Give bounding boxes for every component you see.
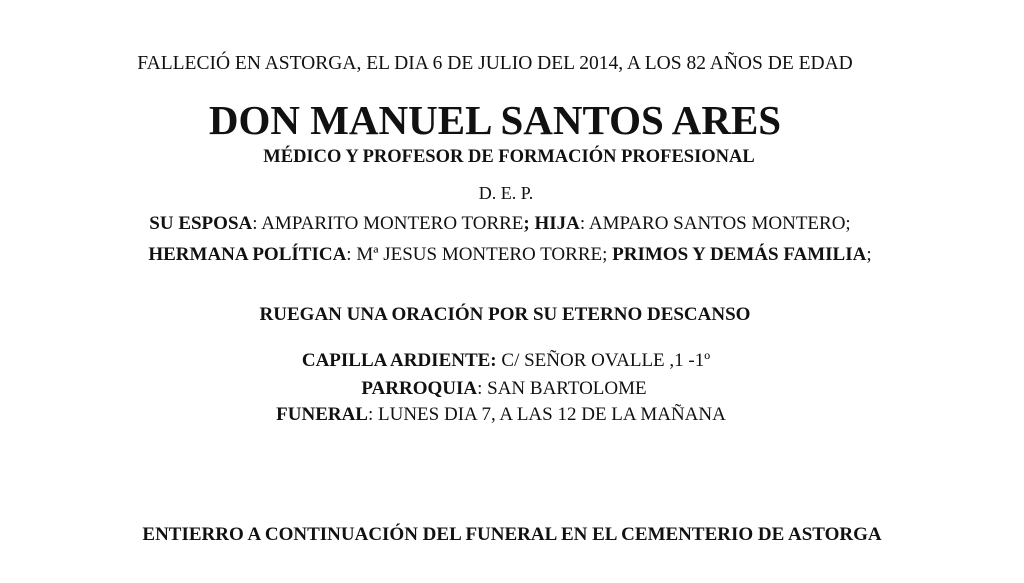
capilla-value: C/ SEÑOR OVALLE ,1 -1º: [496, 350, 711, 371]
esposa-value: : AMPARITO MONTERO TORRE: [252, 213, 524, 234]
primos-label: PRIMOS Y DEMÁS FAMILIA: [612, 244, 867, 265]
parroquia-label: PARROQUIA: [361, 378, 478, 399]
deceased-profession: MÉDICO Y PROFESOR DE FORMACIÓN PROFESIONAL: [263, 147, 755, 167]
capilla-label: CAPILLA ARDIENTE:: [301, 350, 497, 371]
death-announcement: FALLECIÓ EN ASTORGA, EL DIA 6 DE JULIO DEL 2014, A LOS 82 AÑOS DE EDAD: [137, 53, 853, 74]
burial-statement: ENTIERRO A CONTINUACIÓN DEL FUNERAL EN EL CEMENTERIO DE ASTORGA: [142, 524, 882, 545]
hermana-label: HERMANA POLÍTICA: [148, 244, 347, 265]
family-line-sister-in-law-cousins: [0, 245, 1022, 264]
prayer-request: RUEGAN UNA ORACIÓN POR SU ETERNO DESCANSO: [259, 304, 751, 325]
dep-abbreviation: D. E. P.: [478, 183, 534, 203]
capilla-ardiente-line: [0, 351, 1018, 370]
family-line-spouse-daughter: [0, 214, 1012, 233]
hija-label: ; HIJA: [523, 213, 580, 234]
funeral-value: : LUNES DIA 7, A LAS 12 DE LA MAÑANA: [367, 404, 726, 425]
hermana-value: : Mª JESUS MONTERO TORRE;: [346, 244, 613, 265]
funeral-line: [0, 405, 1013, 424]
parroquia-value: : SAN BARTOLOME: [477, 378, 647, 399]
hija-value: : AMPARO SANTOS MONTERO;: [579, 213, 851, 234]
primos-end: ;: [866, 244, 872, 265]
parroquia-line: [0, 379, 1016, 398]
deceased-name: DON MANUEL SANTOS ARES: [208, 97, 782, 143]
funeral-label: FUNERAL: [276, 404, 368, 425]
esposa-label: SU ESPOSA: [149, 213, 253, 234]
